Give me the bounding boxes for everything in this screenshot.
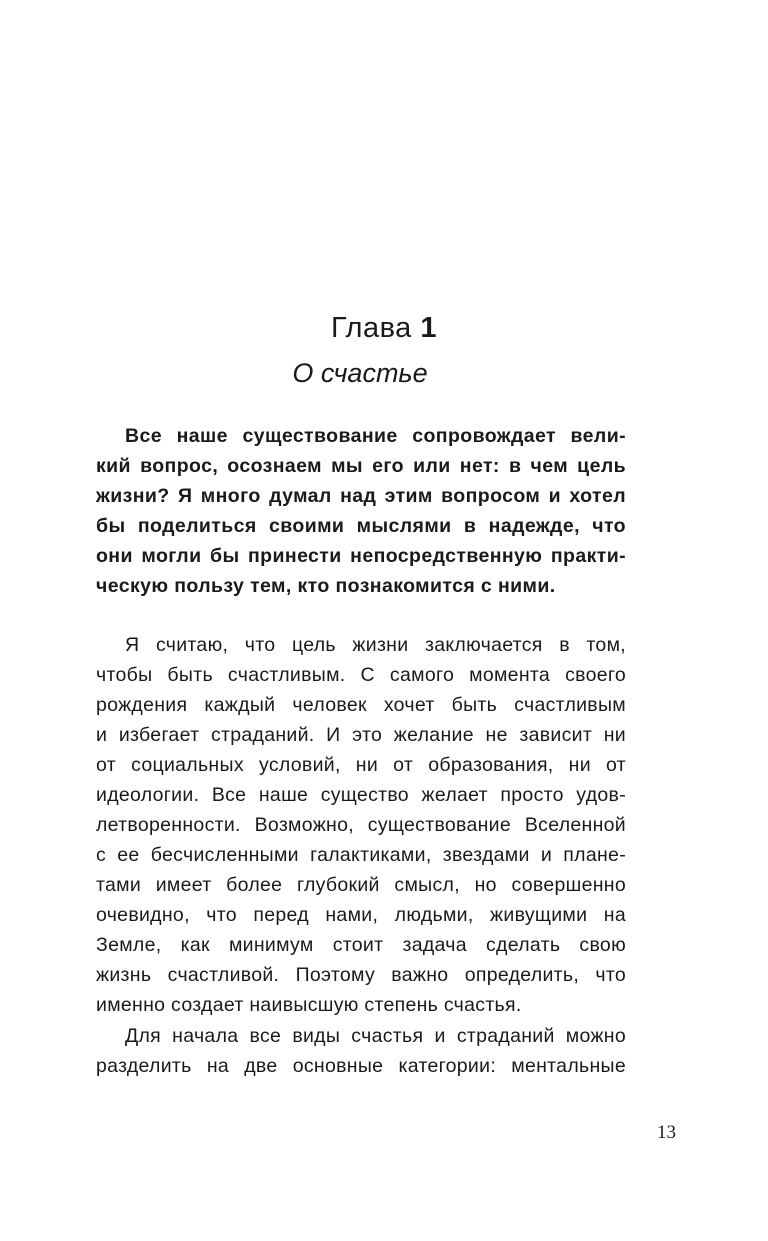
body-paragraph-2 <box>96 1021 626 1081</box>
text-line: рождения каждый человек хочет быть счастливым <box>96 694 626 716</box>
chapter-number: 1 <box>420 312 438 344</box>
text-line: летворенности. Возможно, существование Вселенной <box>96 814 626 836</box>
text-line: жизнь счастливой. Поэтому важно определить, что <box>96 964 626 986</box>
text-line: от социальных условий, ни от образования, ни от <box>96 754 626 776</box>
text-line: Я считаю, что цель жизни заключается в том, <box>125 634 626 656</box>
lead-paragraph <box>96 421 626 601</box>
text-line: они могли бы принести непосредственную практи- <box>96 545 626 567</box>
text-line: Для начала все виды счастья и страданий можно <box>125 1025 626 1047</box>
text-line: и избегает страданий. И это желание не зависит ни <box>96 724 626 746</box>
text-line: ческую пользу тем, кто познакомится с ними. <box>96 575 556 597</box>
text-line: Земле, как минимум стоит задача сделать свою <box>96 934 626 956</box>
text-line: идеологии. Все наше существо желает просто удов- <box>96 784 626 806</box>
text-line: именно создает наивысшую степень счастья. <box>96 994 522 1016</box>
text-line: Все наше существование сопровождает вели- <box>125 425 626 447</box>
text-line: тами имеет более глубокий смысл, но совершенно <box>96 874 626 896</box>
text-line: кий вопрос, осознаем мы его или нет: в чем цель <box>96 455 626 477</box>
text-line: бы поделиться своими мыслями в надежде, что <box>96 515 626 537</box>
text-line: разделить на две основные категории: ментальные <box>96 1055 626 1077</box>
text-line: жизни? Я много думал над этим вопросом и хотел <box>96 485 626 507</box>
chapter-label: Глава <box>330 312 412 344</box>
body-paragraph-1 <box>96 630 626 1020</box>
chapter-title: О счастье <box>292 358 428 388</box>
chapter-heading <box>0 308 768 348</box>
text-line: чтобы быть счастливым. С самого момента своего <box>96 664 626 686</box>
text-line: с ее бесчисленными галактиками, звездами и плане- <box>96 844 626 866</box>
text-line: очевидно, что перед нами, людьми, живущими на <box>96 904 626 926</box>
page-number: 13 <box>657 1122 676 1143</box>
